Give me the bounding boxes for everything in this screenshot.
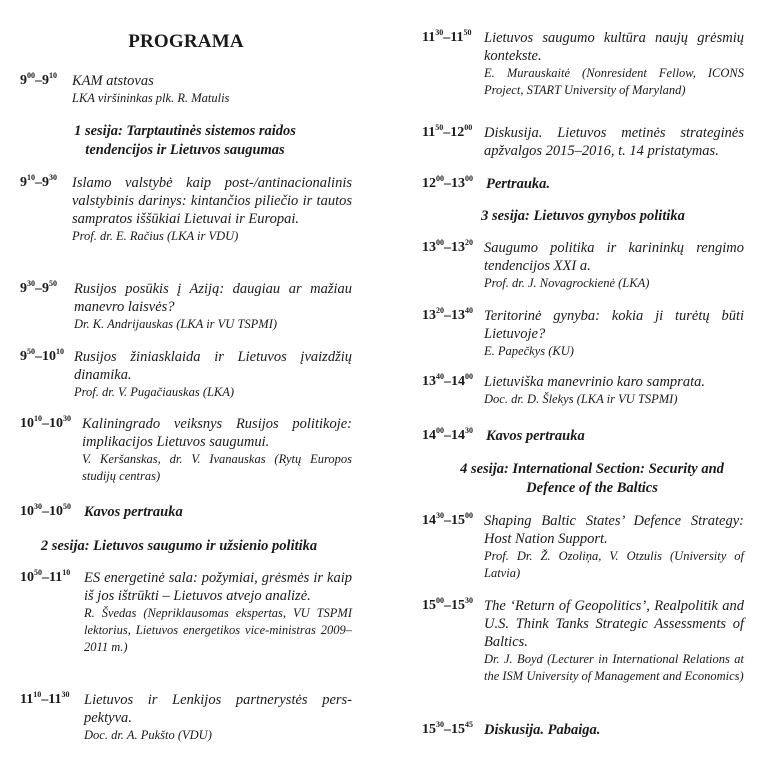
break-entry xyxy=(422,427,744,445)
session-heading: 3 sesija: Lietuvos gynybos politika xyxy=(481,208,685,224)
talk-title: Rusijos posūkis į Aziją: daugiau ar mažiau manevro laisvės? xyxy=(74,281,352,315)
time-range: $9^{50}-10^{10}$ xyxy=(20,347,64,364)
time-range: $13^{20}-13^{40}$ xyxy=(422,306,473,323)
session-heading: 4 sesija: International Section: Security and Defence of the Baltics xyxy=(460,461,724,496)
time-range: $12^{00}-13^{00}$ xyxy=(422,174,473,191)
speaker: Prof. Dr. Ž. Ozoliņa, V. Otzulis (University of Latvia) xyxy=(484,549,744,580)
talk-title: Lietuvos saugumo kultūra naujų grėsmių kontekste. xyxy=(484,30,744,64)
time-range: $13^{00}-13^{20}$ xyxy=(422,238,473,255)
talk-title: Shaping Baltic States’ Defence Strategy: Host Nation Support. xyxy=(484,513,744,547)
time-range: $9^{10}-9^{30}$ xyxy=(20,173,57,190)
talk-title: Lietuviška manevrinio karo samprata. xyxy=(484,374,705,390)
break-entry xyxy=(422,721,744,739)
speaker: R. Švedas (Nepriklausomas ekspertas, VU TSPMI lektorius, Lietuvos energetikos vice-ministras 2009–2011 m.) xyxy=(84,606,352,654)
speaker: LKA viršininkas plk. R. Matulis xyxy=(72,91,230,105)
break-label: Kavos pertrauka xyxy=(84,504,183,520)
program-entry xyxy=(422,124,744,160)
break-label: Kavos pertrauka xyxy=(486,428,585,444)
speaker: Dr. K. Andrijauskas (LKA ir VU TSPMI) xyxy=(74,317,278,331)
talk-title: Rusijos žiniasklaida ir Lietuvos įvaizdžių dinamika. xyxy=(74,349,352,383)
time-range: $9^{30}-9^{50}$ xyxy=(20,279,57,296)
program-entry xyxy=(20,280,352,333)
talk-title: Saugumo politika ir karininkų rengimo tendencijos XXI a. xyxy=(484,240,744,274)
speaker: Doc. dr. A. Pukšto (VDU) xyxy=(84,728,212,742)
speaker: Prof. dr. V. Pugačiauskas (LKA) xyxy=(74,385,235,399)
program-entry xyxy=(422,597,744,685)
speaker: Prof. dr. E. Račius (LKA ir VDU) xyxy=(72,229,239,243)
program-entry xyxy=(422,239,744,292)
session-heading: 2 sesija: Lietuvos saugumo ir užsienio politika xyxy=(40,538,318,554)
speaker: Doc. dr. D. Šlekys (LKA ir VU TSPMI) xyxy=(484,392,678,406)
time-range: $13^{40}-14^{00}$ xyxy=(422,372,473,389)
session-heading: 1 sesija: Tarptautinės sistemos raidos tendencijos ir Lietuvos saugumas xyxy=(74,123,296,158)
time-range: $11^{10}-11^{30}$ xyxy=(20,690,70,707)
time-range: $10^{50}-11^{10}$ xyxy=(20,568,71,585)
time-range: $10^{30}-10^{50}$ xyxy=(20,502,71,519)
break-entry xyxy=(422,175,744,193)
talk-title: ES energetinė sala: požymiai, grėsmės ir kaip iš jos ištrūkti – Lietuvos atvejo analizė. xyxy=(84,570,352,604)
program-entry xyxy=(20,415,352,485)
program-entry xyxy=(20,174,352,245)
talk-title: Teritorinė gynyba: kokia ji turėtų būti Lietuvoje? xyxy=(484,308,744,342)
time-range: $14^{30}-15^{00}$ xyxy=(422,511,473,528)
speaker: E. Papečkys (KU) xyxy=(484,344,574,358)
program-entry xyxy=(20,72,352,107)
talk-title: Lietuvos ir Lenkijos partnerystės pers-pektyva. xyxy=(84,692,352,726)
break-label: Pertrauka. xyxy=(486,176,551,192)
break-entry xyxy=(20,503,352,521)
talk-title: The ‘Return of Geopolitics’, Realpolitik and U.S. Think Tanks Strategic Assessments of Baltics. xyxy=(484,598,744,650)
talk-title: Diskusija. Lietuvos metinės strateginės apžvalgos 2015–2016, t. 14 pristatymas. xyxy=(484,125,744,159)
time-range: $15^{00}-15^{30}$ xyxy=(422,596,473,613)
time-range: $10^{10}-10^{30}$ xyxy=(20,414,71,431)
talk-title: Islamo valstybė kaip post-/antinacionalinis valstybinis darinys: kintančios piliečio ir tautos sampratos iššūkiai Lietuvai ir Europai. xyxy=(72,175,352,227)
speaker: Prof. dr. J. Novagrockienė (LKA) xyxy=(484,276,650,290)
time-range: $11^{30}-11^{50}$ xyxy=(422,28,472,45)
time-range: $14^{00}-14^{30}$ xyxy=(422,426,473,443)
program-entry xyxy=(20,348,352,401)
talk-title: KAM atstovas xyxy=(72,73,154,89)
program-entry xyxy=(20,569,352,656)
speaker: E. Murauskaitė (Nonresident Fellow, ICONS Project, START University of Maryland) xyxy=(484,66,744,97)
program-entry xyxy=(20,691,352,744)
talk-title: Kaliningrado veiksnys Rusijos politikoje: implikacijos Lietuvos saugumui. xyxy=(82,416,352,450)
break-label: Diskusija. Pabaiga. xyxy=(484,722,601,738)
speaker: V. Keršanskas, dr. V. Ivanauskas (Rytų Europos studijų centras) xyxy=(82,452,352,483)
time-range: $15^{30}-15^{45}$ xyxy=(422,720,473,737)
program-entry xyxy=(422,373,744,408)
speaker: Dr. J. Boyd (Lecturer in International Relations at the ISM University of Management and Economics) xyxy=(484,652,744,683)
time-range: $11^{50}-12^{00}$ xyxy=(422,123,473,140)
program-entry xyxy=(422,512,744,582)
program-entry xyxy=(422,29,744,99)
page-title: PROGRAMA xyxy=(128,31,244,52)
program-entry xyxy=(422,307,744,360)
time-range: $9^{00}-9^{10}$ xyxy=(20,71,57,88)
